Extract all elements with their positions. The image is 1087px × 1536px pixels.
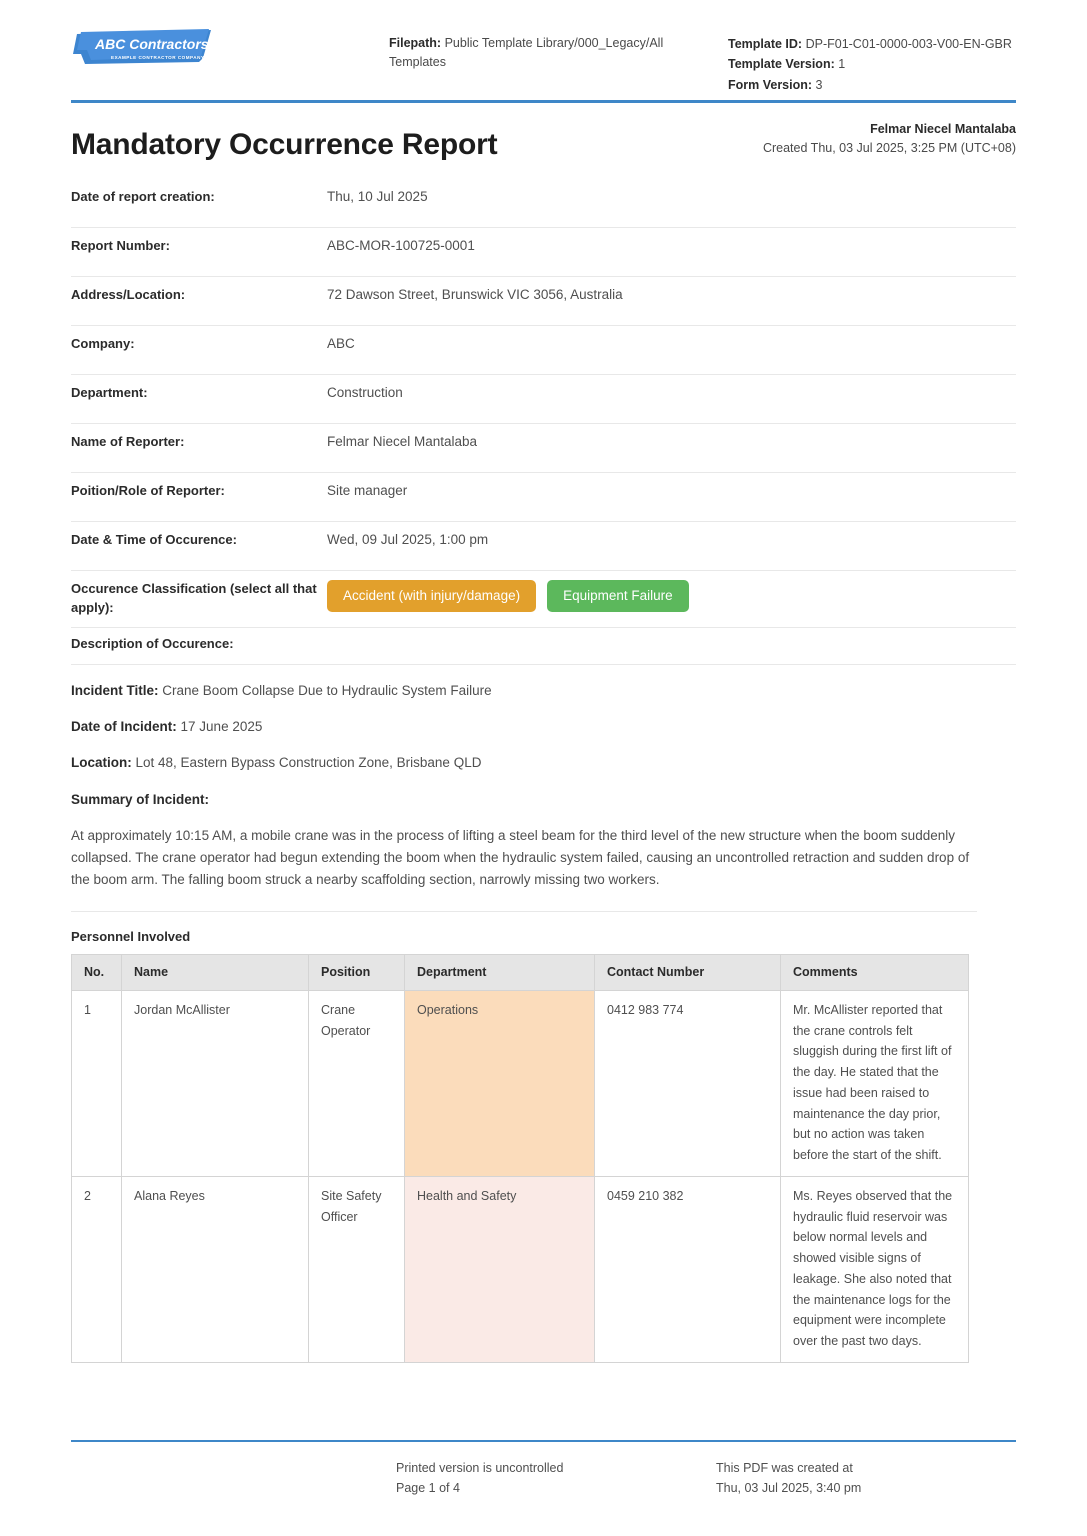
field-value: 72 Dawson Street, Brunswick VIC 3056, Australia <box>327 286 623 302</box>
incident-date-label: Date of Incident: <box>71 718 177 734</box>
column-header-contact-number: Contact Number <box>595 954 781 990</box>
document-footer <box>71 1440 1016 1499</box>
field-row-report-number <box>71 228 1016 277</box>
incident-date-line <box>71 701 1016 737</box>
pdf-created-date: Thu, 03 Jul 2025, 3:40 pm <box>716 1480 862 1495</box>
field-row-name-of-reporter <box>71 424 1016 473</box>
logo-name-text: ABC Contractors <box>95 36 209 52</box>
cell-position: Crane Operator <box>309 990 405 1176</box>
page-title: Mandatory Occurrence Report <box>71 127 498 161</box>
field-value: Site manager <box>327 482 408 498</box>
cell-name: Alana Reyes <box>122 1176 309 1362</box>
created-info <box>763 120 1016 161</box>
cell-department: Health and Safety <box>405 1176 595 1362</box>
field-label: Name of Reporter: <box>71 433 185 449</box>
field-label: Department: <box>71 384 148 400</box>
template-version-row <box>728 54 1016 74</box>
filepath-label: Filepath: <box>389 36 442 50</box>
field-row-department <box>71 375 1016 424</box>
classification-label: Occurence Classification (select all that apply): <box>71 580 317 615</box>
logo-container <box>71 24 389 68</box>
summary-text: At approximately 10:15 AM, a mobile crane was in the process of lifting a steel beam for the third level of the new structure when the boom suddenly collapsed. The crane operator had begun extending the boom when the hydraulic system failed, causing an uncontrolled retraction and sudden drop of the boom arm. The falling boom struck a nearby scaffolding section, narrowly missing two workers. <box>71 807 977 912</box>
field-row-position-role-of-reporter <box>71 473 1016 522</box>
page-number: Page 1 of 4 <box>396 1480 460 1495</box>
description-heading: Description of Occurence: <box>71 628 1016 665</box>
column-header-comments: Comments <box>781 954 969 990</box>
template-version-value: 1 <box>838 57 846 72</box>
badge-group <box>327 579 1016 613</box>
table-row <box>72 990 969 1176</box>
uncontrolled-notice: Printed version is uncontrolled <box>396 1460 564 1475</box>
field-value: ABC-MOR-100725-0001 <box>327 237 475 253</box>
field-label: Date of report creation: <box>71 188 215 204</box>
document-header <box>71 0 1016 92</box>
field-list <box>71 179 1016 628</box>
field-label: Poition/Role of Reporter: <box>71 482 225 498</box>
cell-comments: Mr. McAllister reported that the crane controls felt sluggish during the first lift of the day. He stated that the issue had been raised to maintenance the day prior, but no action was taken before the start of the shift. <box>781 990 969 1176</box>
form-version-row <box>728 75 1016 95</box>
column-header-no: No. <box>72 954 122 990</box>
footer-columns <box>71 1458 1016 1499</box>
field-value: Felmar Niecel Mantalaba <box>327 433 478 449</box>
incident-title-line <box>71 665 1016 701</box>
template-meta-block <box>719 24 1016 95</box>
abc-contractors-logo <box>71 28 211 68</box>
field-label: Report Number: <box>71 237 170 253</box>
cell-position: Site Safety Officer <box>309 1176 405 1362</box>
classification-badges <box>327 579 1016 613</box>
logo-tagline-text: EXAMPLE CONTRACTOR COMPANY <box>111 55 205 60</box>
field-row-company <box>71 326 1016 375</box>
table-header-row <box>72 954 969 990</box>
created-at: Created Thu, 03 Jul 2025, 3:25 PM (UTC+08) <box>762 140 1016 155</box>
field-label: Company: <box>71 335 135 351</box>
status-badge-equipment-failure[interactable]: Equipment Failure <box>547 580 689 613</box>
pdf-created-label: This PDF was created at <box>716 1460 853 1475</box>
field-label: Date & Time of Occurence: <box>71 531 237 547</box>
title-row <box>71 103 1016 169</box>
field-row-address-location <box>71 277 1016 326</box>
personnel-table <box>71 954 969 1363</box>
form-version-value: 3 <box>815 77 823 92</box>
table-row <box>72 1176 969 1362</box>
filepath-value: Public Template Library/000_Legacy/All Templates <box>389 36 664 70</box>
footer-left <box>396 1458 716 1499</box>
template-id-label: Template ID: <box>728 37 803 51</box>
field-row-date-of-report-creation <box>71 179 1016 228</box>
field-row-date-time-of-occurrence <box>71 522 1016 571</box>
footer-right <box>716 1458 1016 1499</box>
field-label: Address/Location: <box>71 286 186 302</box>
template-id-row <box>728 34 1016 54</box>
summary-label: Summary of Incident: <box>71 792 210 808</box>
status-badge-accident[interactable]: Accident (with injury/damage) <box>327 580 536 613</box>
filepath-block <box>389 24 719 73</box>
field-value: ABC <box>327 335 355 351</box>
cell-comments: Ms. Reyes observed that the hydraulic fluid reservoir was below normal levels and showed visible signs of leakage. She also noted that the maintenance logs for the equipment were incomplete over the past two days. <box>781 1176 969 1362</box>
template-id-value: DP-F01-C01-0000-003-V00-EN-GBR <box>805 37 1012 51</box>
field-value: Wed, 09 Jul 2025, 1:00 pm <box>327 531 489 547</box>
column-header-department: Department <box>405 954 595 990</box>
created-by: Felmar Niecel Mantalaba <box>870 122 1016 136</box>
field-value: Thu, 10 Jul 2025 <box>327 188 428 204</box>
form-version-label: Form Version: <box>728 77 813 92</box>
column-header-name: Name <box>122 954 309 990</box>
incident-title-value: Crane Boom Collapse Due to Hydraulic System Failure <box>162 682 492 698</box>
cell-name: Jordan McAllister <box>122 990 309 1176</box>
cell-contact: 0459 210 382 <box>595 1176 781 1362</box>
incident-title-label: Incident Title: <box>71 682 159 698</box>
incident-location-value: Lot 48, Eastern Bypass Construction Zone, Brisbane QLD <box>135 755 482 770</box>
cell-department: Operations <box>405 990 595 1176</box>
incident-location-label: Location: <box>71 755 132 770</box>
cell-no: 1 <box>72 990 122 1176</box>
field-value: Construction <box>327 384 403 400</box>
personnel-section-title: Personnel Involved <box>71 928 191 944</box>
field-row-occurrence-classification <box>71 571 1016 628</box>
logo-icon <box>71 28 211 70</box>
footer-divider <box>71 1440 1016 1442</box>
column-header-position: Position <box>309 954 405 990</box>
template-version-label: Template Version: <box>728 57 835 72</box>
incident-date-value: 17 June 2025 <box>180 718 263 734</box>
cell-no: 2 <box>72 1176 122 1362</box>
incident-location-line <box>71 737 1016 773</box>
cell-contact: 0412 983 774 <box>595 990 781 1176</box>
